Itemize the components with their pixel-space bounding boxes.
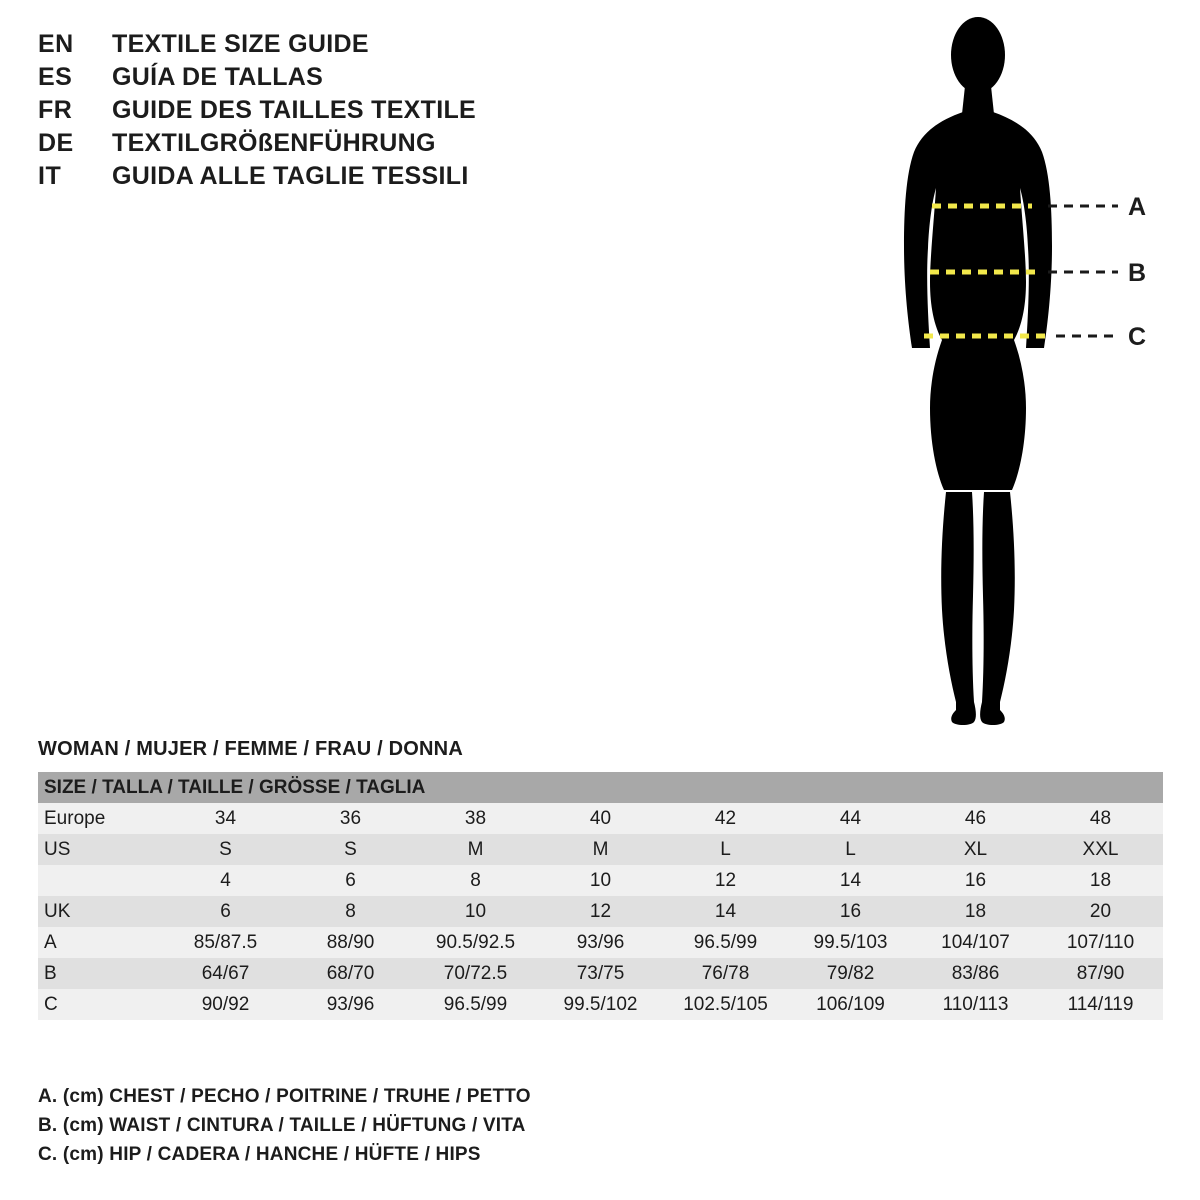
table-cell: 8: [288, 896, 413, 927]
size-guide-figure: [860, 10, 1190, 750]
table-cell: 10: [538, 865, 663, 896]
row-label: A: [38, 927, 163, 958]
table-cell: S: [163, 834, 288, 865]
table-cell: 14: [788, 865, 913, 896]
table-cell: L: [788, 834, 913, 865]
table-cell: 85/87.5: [163, 927, 288, 958]
table-cell: 107/110: [1038, 927, 1163, 958]
row-label: B: [38, 958, 163, 989]
table-cell: 83/86: [913, 958, 1038, 989]
table-cell: 96.5/99: [663, 927, 788, 958]
table-cell: 88/90: [288, 927, 413, 958]
language-code: FR: [38, 96, 73, 124]
language-title: GUIDE DES TAILLES TEXTILE: [112, 96, 477, 124]
table-cell: 102.5/105: [663, 989, 788, 1020]
language-row: [38, 30, 598, 63]
table-cell: 40: [538, 803, 663, 834]
table-row: [38, 834, 1163, 865]
legend-item-waist: B. (cm) WAIST / CINTURA / TAILLE / HÜFTUNG / VITA: [38, 1115, 526, 1136]
size-table-section: [38, 738, 1163, 1020]
language-row: [38, 63, 598, 96]
table-cell: 93/96: [288, 989, 413, 1020]
table-cell: M: [413, 834, 538, 865]
female-body-silhouette-icon: [860, 10, 1190, 750]
language-title: TEXTILE SIZE GUIDE: [112, 30, 369, 58]
table-cell: 14: [663, 896, 788, 927]
table-cell: 73/75: [538, 958, 663, 989]
row-label: C: [38, 989, 163, 1020]
language-row: [38, 129, 598, 162]
table-header-row: [38, 772, 1163, 803]
table-cell: 6: [288, 865, 413, 896]
table-row: [38, 896, 1163, 927]
table-cell: 12: [663, 865, 788, 896]
language-code: EN: [38, 30, 74, 58]
language-code: DE: [38, 129, 74, 157]
row-label: UK: [38, 896, 163, 927]
table-cell: L: [663, 834, 788, 865]
table-cell: 70/72.5: [413, 958, 538, 989]
measurement-legend: [38, 1086, 938, 1173]
table-row: [38, 927, 1163, 958]
table-cell: 93/96: [538, 927, 663, 958]
legend-item-hip: C. (cm) HIP / CADERA / HANCHE / HÜFTE / HIPS: [38, 1144, 481, 1165]
language-row: [38, 162, 598, 195]
table-cell: 48: [1038, 803, 1163, 834]
table-cell: 99.5/103: [788, 927, 913, 958]
table-row: [38, 865, 1163, 896]
table-cell: 6: [163, 896, 288, 927]
table-caption: WOMAN / MUJER / FEMME / FRAU / DONNA: [38, 738, 463, 760]
language-code: ES: [38, 63, 73, 91]
size-table: [38, 772, 1163, 1020]
table-cell: 18: [913, 896, 1038, 927]
language-title: GUIDA ALLE TAGLIE TESSILI: [112, 162, 469, 190]
table-row: [38, 989, 1163, 1020]
table-cell: 87/90: [1038, 958, 1163, 989]
table-cell: XXL: [1038, 834, 1163, 865]
table-row: [38, 803, 1163, 834]
table-cell: 76/78: [663, 958, 788, 989]
table-cell: 10: [413, 896, 538, 927]
table-cell: 38: [413, 803, 538, 834]
language-code: IT: [38, 162, 62, 190]
table-cell: 90.5/92.5: [413, 927, 538, 958]
measure-marker-c: C: [1128, 323, 1147, 351]
row-label: Europe: [38, 803, 163, 834]
measure-marker-b: B: [1128, 259, 1147, 287]
table-cell: 34: [163, 803, 288, 834]
language-row: [38, 96, 598, 129]
language-title: GUÍA DE TALLAS: [112, 63, 324, 91]
table-cell: M: [538, 834, 663, 865]
legend-item-chest: A. (cm) CHEST / PECHO / POITRINE / TRUHE / PETTO: [38, 1086, 531, 1107]
measure-marker-a: A: [1128, 193, 1147, 221]
table-cell: XL: [913, 834, 1038, 865]
language-title-list: [38, 30, 598, 195]
table-cell: 99.5/102: [538, 989, 663, 1020]
table-cell: 42: [663, 803, 788, 834]
table-row: [38, 958, 1163, 989]
row-label: US: [38, 834, 163, 865]
table-cell: 90/92: [163, 989, 288, 1020]
table-cell: 114/119: [1038, 989, 1163, 1020]
table-header-label: SIZE / TALLA / TAILLE / GRÖSSE / TAGLIA: [38, 772, 1163, 803]
table-cell: 4: [163, 865, 288, 896]
table-cell: S: [288, 834, 413, 865]
table-cell: 104/107: [913, 927, 1038, 958]
table-cell: 96.5/99: [413, 989, 538, 1020]
language-title: TEXTILGRÖßENFÜHRUNG: [112, 129, 436, 157]
table-cell: 18: [1038, 865, 1163, 896]
table-cell: 20: [1038, 896, 1163, 927]
table-cell: 64/67: [163, 958, 288, 989]
table-cell: 110/113: [913, 989, 1038, 1020]
table-cell: 8: [413, 865, 538, 896]
table-cell: 68/70: [288, 958, 413, 989]
table-cell: 16: [788, 896, 913, 927]
table-cell: 12: [538, 896, 663, 927]
table-cell: 16: [913, 865, 1038, 896]
table-cell: 46: [913, 803, 1038, 834]
table-cell: 36: [288, 803, 413, 834]
table-cell: 44: [788, 803, 913, 834]
row-label: [38, 865, 163, 896]
table-cell: 106/109: [788, 989, 913, 1020]
table-cell: 79/82: [788, 958, 913, 989]
